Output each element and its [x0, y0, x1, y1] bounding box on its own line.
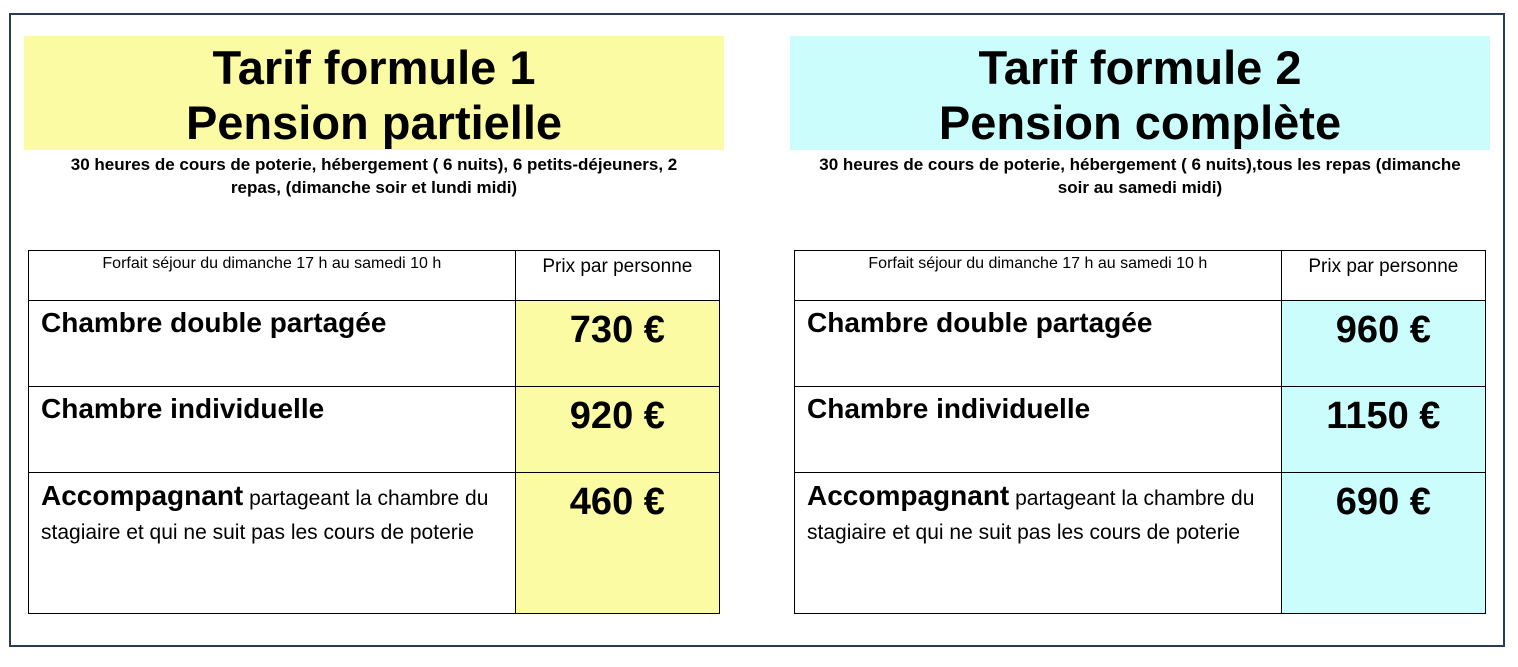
header-label-cell: Forfait séjour du dimanche 17 h au samedi 10 h — [795, 251, 1282, 301]
header-price-cell: Prix par personne — [515, 251, 719, 301]
formule-2-price-table — [794, 250, 1486, 614]
formule-1-description: 30 heures de cours de poterie, hébergement ( 6 nuits), 6 petits-déjeuners, 2 repas, (dimanche soir et lundi midi) — [70, 155, 678, 197]
formule-1-title-box — [24, 36, 724, 150]
table-header-row — [29, 251, 720, 301]
formule-2-title-box — [790, 36, 1490, 150]
formule-2-subtitle-title: Pension complète — [938, 96, 1342, 149]
table-header-row — [795, 251, 1486, 301]
room-type-label: Chambre double partagée — [29, 301, 516, 387]
table-row — [29, 301, 720, 387]
formule-1-subtitle-title: Pension partielle — [185, 96, 563, 149]
formule-2-description: 30 heures de cours de poterie, hébergement ( 6 nuits),tous les repas (dimanche soir au samedi midi) — [819, 155, 1461, 197]
table-row — [795, 473, 1486, 614]
header-price-cell: Prix par personne — [1281, 251, 1485, 301]
price-value: 960 € — [1281, 301, 1485, 387]
room-type-label: Chambre individuelle — [29, 387, 516, 473]
price-value: 460 € — [515, 473, 719, 614]
formule-1-title: Tarif formule 1 — [212, 41, 536, 94]
companion-label — [29, 473, 516, 614]
table-row — [29, 473, 720, 614]
formule-1-panel — [24, 36, 724, 544]
room-type-label: Chambre double partagée — [795, 301, 1282, 387]
table-row — [795, 301, 1486, 387]
companion-label-detail: partageant la chambre du stagiaire et qui ne suit pas les cours de poterie — [41, 487, 489, 544]
formule-2-title: Tarif formule 2 — [978, 41, 1302, 94]
table-row — [795, 387, 1486, 473]
price-value: 690 € — [1281, 473, 1485, 614]
price-value: 920 € — [515, 387, 719, 473]
price-value: 1150 € — [1281, 387, 1485, 473]
room-type-label: Chambre individuelle — [795, 387, 1282, 473]
companion-label-strong: Accompagnant — [807, 480, 1010, 511]
companion-label-strong: Accompagnant — [41, 480, 244, 511]
table-row — [29, 387, 720, 473]
formule-1-price-table — [28, 250, 720, 614]
header-label-cell: Forfait séjour du dimanche 17 h au samedi 10 h — [29, 251, 516, 301]
price-value: 730 € — [515, 301, 719, 387]
formule-2-panel — [790, 36, 1490, 544]
companion-label-detail: partageant la chambre du stagiaire et qui ne suit pas les cours de poterie — [807, 487, 1255, 544]
companion-label — [795, 473, 1282, 614]
